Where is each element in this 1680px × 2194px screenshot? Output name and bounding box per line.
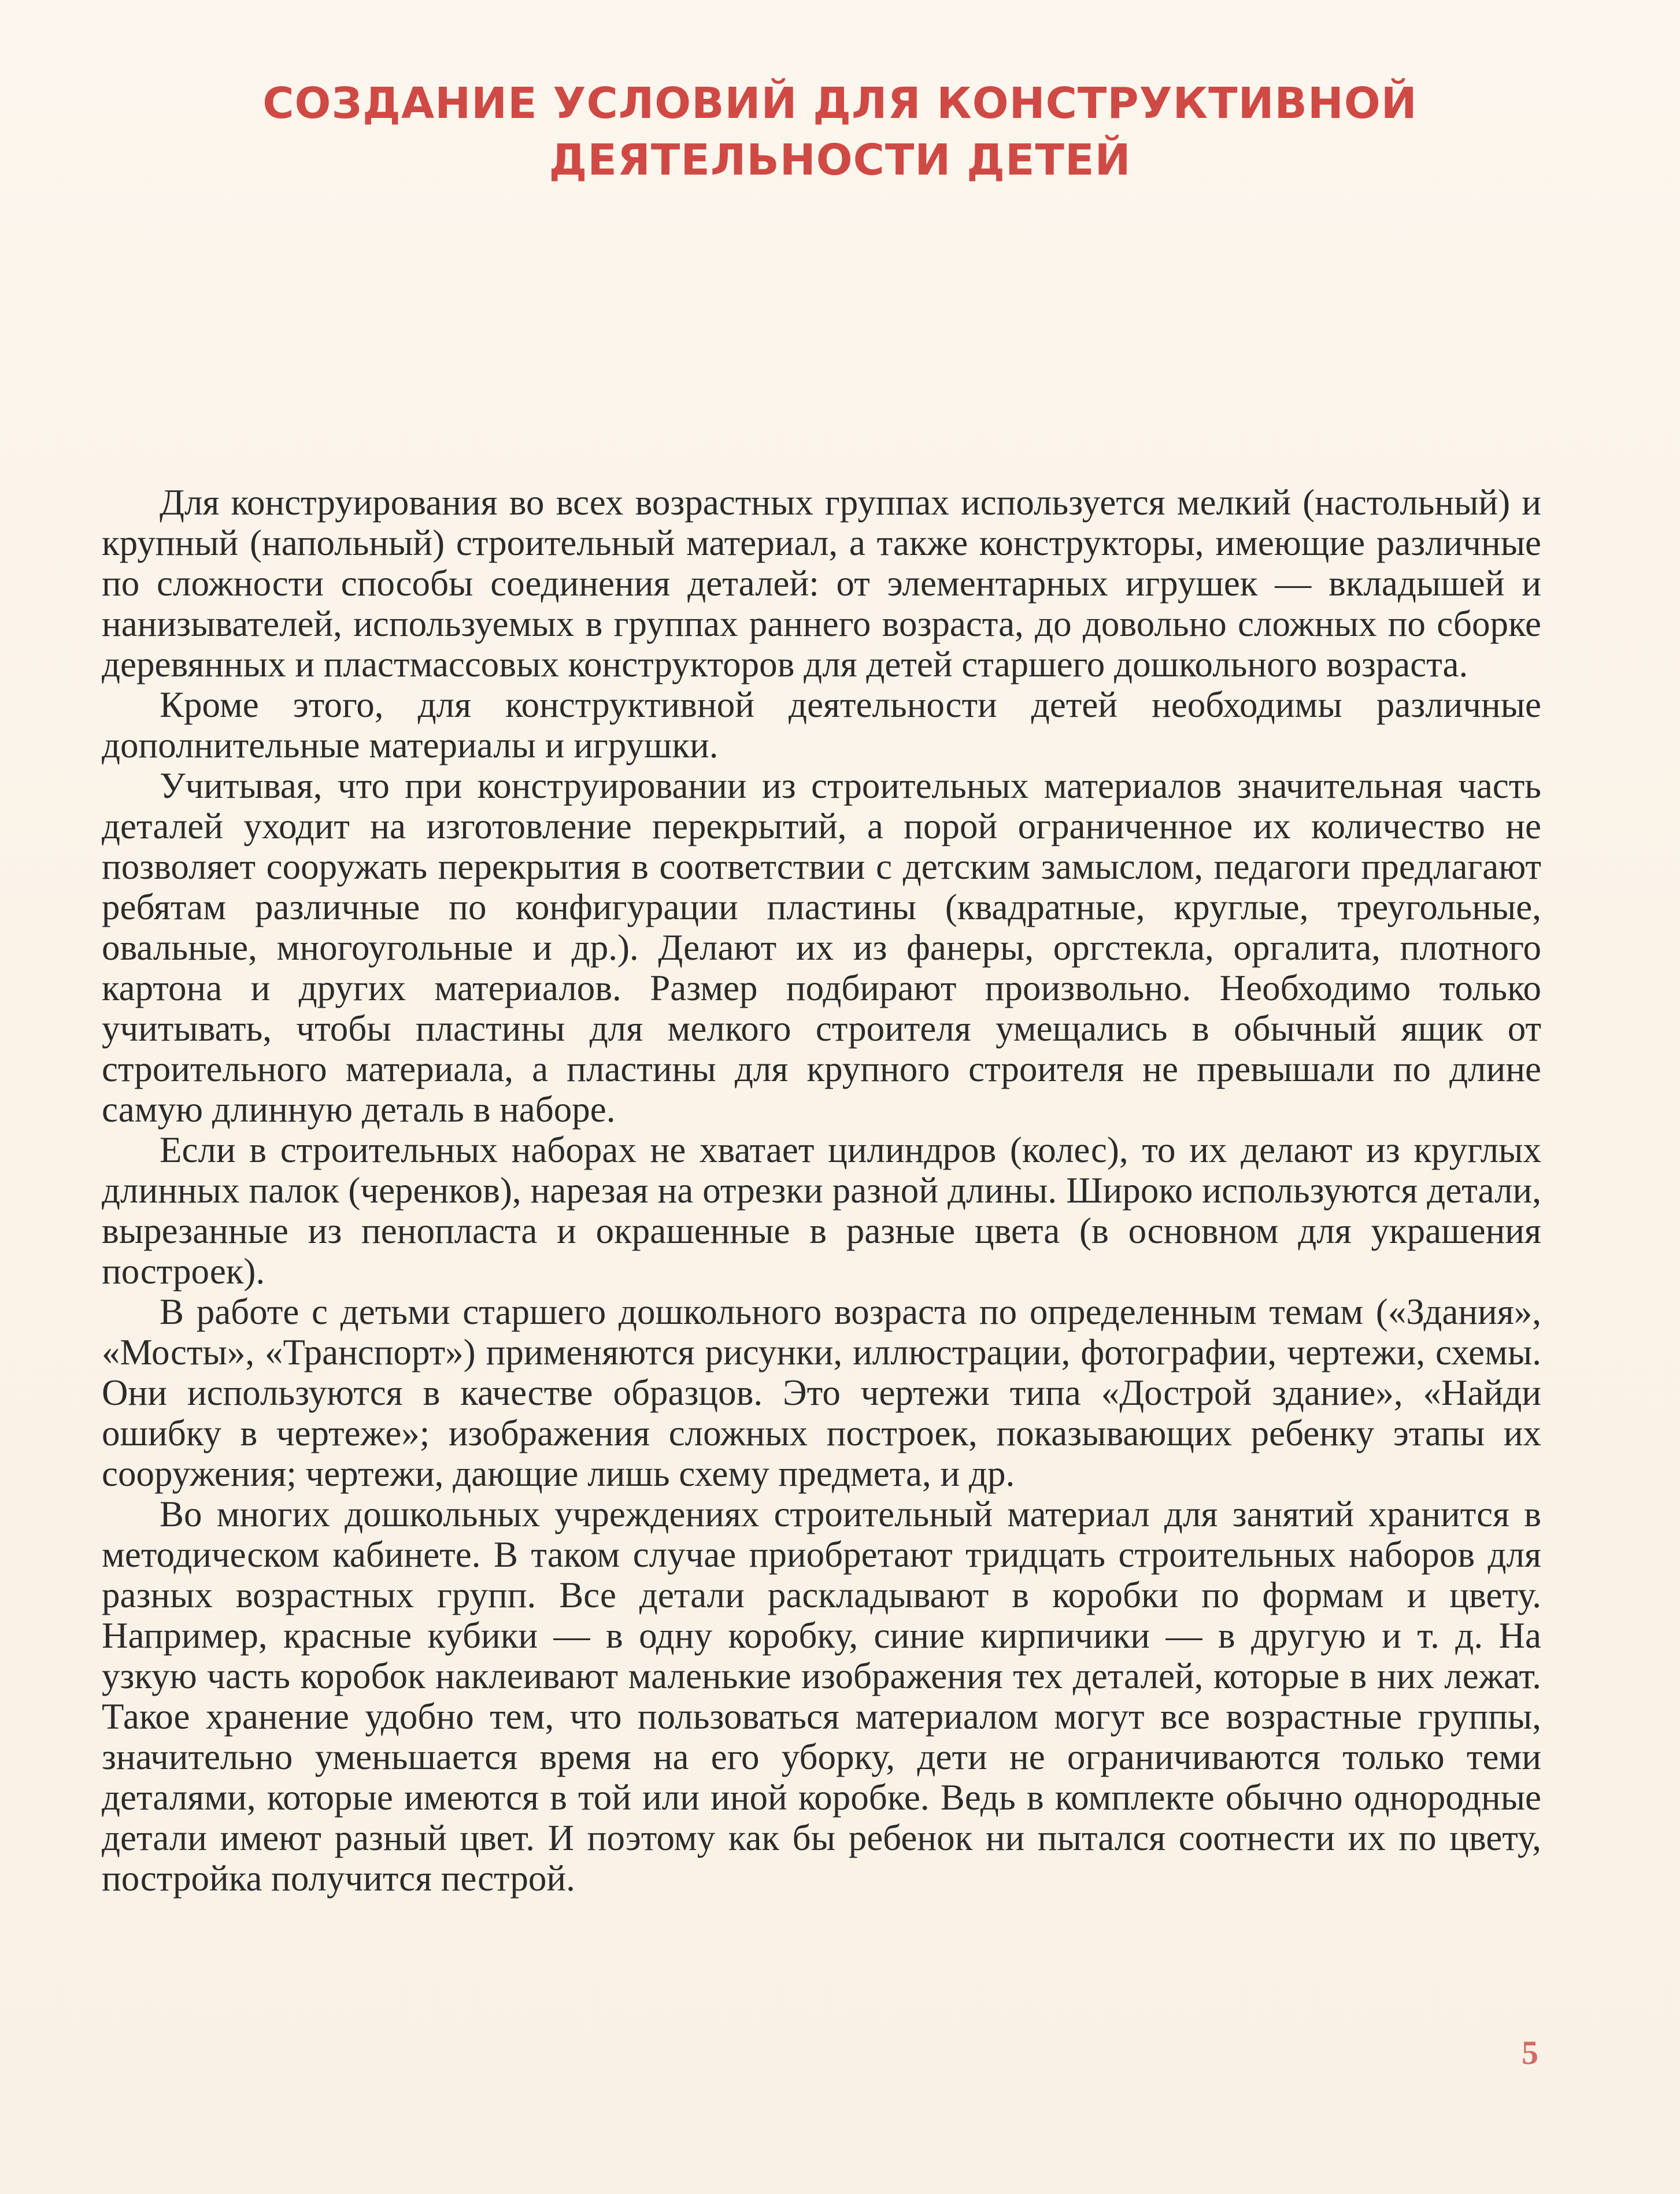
paragraph-6: Во многих дошкольных учреждениях строительный материал для занятий хранится в методическом кабинете. В таком случае приобретают тридцать строительных наборов для разных возрастных групп. Все детали раскладывают в коробки по формам и цвету. Например, красные кубики — в одну коробку, синие кирпичики — в другую и т. д. На узкую часть коробок наклеивают маленькие изображения тех деталей, которые в них лежат. Такое хранение удобно тем, что пользоваться материалом могут все возрастные группы, значительно уменьшается время на его уборку, дети не ограничиваются только теми деталями, которые имеются в той или иной коробке. Ведь в комплекте обычно однородные детали имеют разный цвет. И поэтому как бы ребенок ни пытался соотнести их по цвету, постройка получится пестрой. [102, 1494, 1541, 1899]
body-text [102, 482, 1541, 1899]
page-number: 5 [1522, 2034, 1538, 2071]
paragraph-5: В работе с детьми старшего дошкольного возраста по определенным темам («Здания», «Мосты», «Транспорт») применяются рисунки, иллюстрации, фотографии, чертежи, схемы. Они используются в качестве образцов. Это чертежи типа «Дострой здание», «Найди ошибку в чертеже»; изображения сложных построек, показывающих ребенку этапы их сооружения; чертежи, дающие лишь схему предмета, и др. [102, 1292, 1541, 1494]
page-title [0, 75, 1680, 188]
paragraph-1: Для конструирования во всех возрастных группах используется мелкий (настольный) и крупный (напольный) строительный материал, а также конструкторы, имеющие различные по сложности способы соединения деталей: от элементарных игрушек — вкладышей и нанизывателей, используемых в группах раннего возраста, до довольно сложных по сборке деревянных и пластмассовых конструкторов для детей старшего дошкольного возраста. [102, 482, 1541, 685]
paragraph-4: Если в строительных наборах не хватает цилиндров (колес), то их делают из круглых длинных палок (черенков), нарезая на отрезки разной длины. Широко используются детали, вырезанные из пенопласта и окрашенные в разные цвета (в основном для украшения построек). [102, 1130, 1541, 1292]
paragraph-3: Учитывая, что при конструировании из строительных материалов значительная часть деталей уходит на изготовление перекрытий, а порой ограниченное их количество не позволяет сооружать перекрытия в соответствии с детским замыслом, педагоги предлагают ребятам различные по конфигурации пластины (квадратные, круглые, треугольные, овальные, многоугольные и др.). Делают их из фанеры, оргстекла, оргалита, плотного картона и других материалов. Размер подбирают произвольно. Необходимо только учитывать, чтобы пластины для мелкого строителя умещались в обычный ящик от строительного материала, а пластины для крупного строителя не превышали по длине самую длинную деталь в наборе. [102, 765, 1541, 1130]
title-line-1: СОЗДАНИЕ УСЛОВИЙ ДЛЯ КОНСТРУКТИВНОЙ [262, 79, 1418, 128]
paragraph-2: Кроме этого, для конструктивной деятельности детей необходимы различные дополнительные материалы и игрушки. [102, 685, 1541, 765]
title-line-2: ДЕЯТЕЛЬНОСТИ ДЕТЕЙ [549, 135, 1131, 185]
